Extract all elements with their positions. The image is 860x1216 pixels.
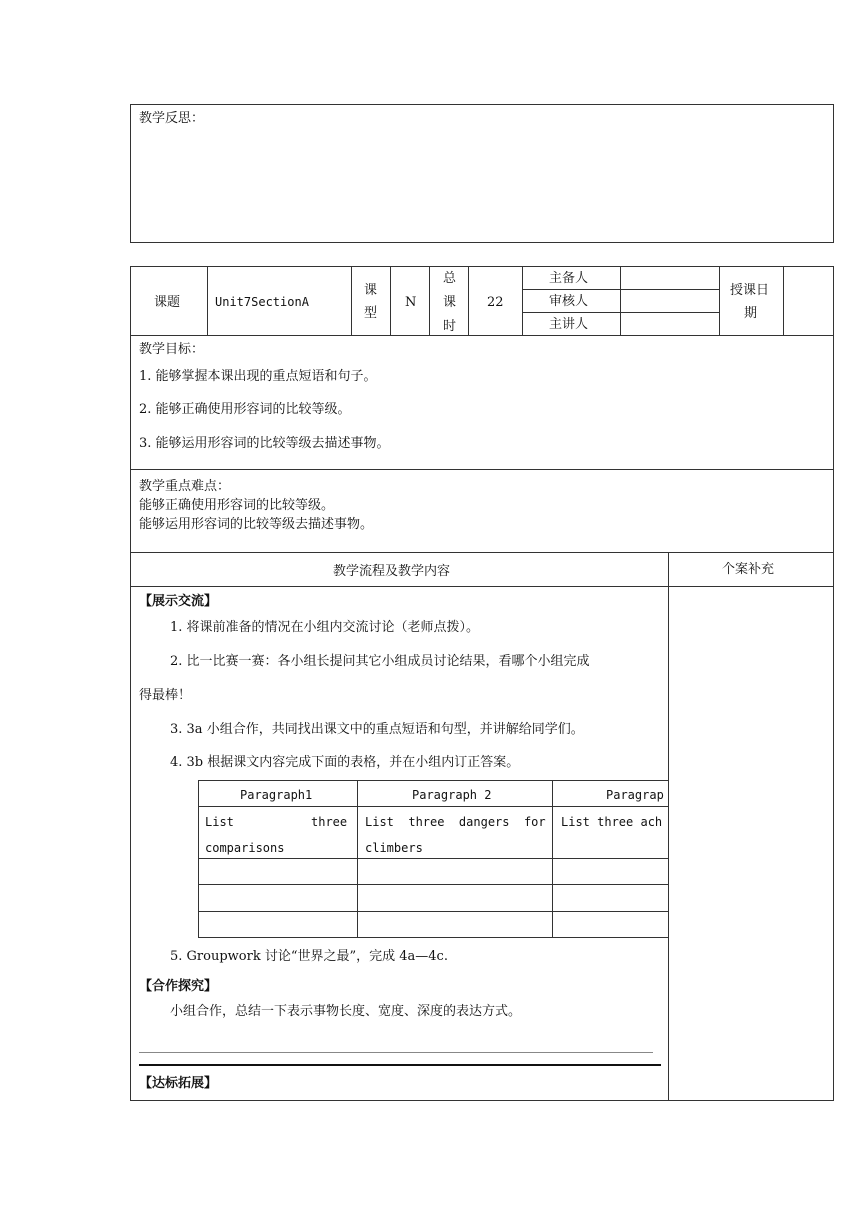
header-col-8 (719, 266, 720, 336)
inner-row1-bottom (198, 858, 668, 859)
header-col-1 (207, 266, 208, 336)
goals-label: 教学目标： (139, 342, 205, 357)
section-extension-title: 【达标拓展】 (139, 1076, 218, 1091)
inner-header-3: Paragrap (606, 788, 664, 802)
step-1: 1. 将课前准备的情况在小组内交流讨论（老师点拨）。 (170, 620, 480, 635)
role-reviewer: 审核人 (549, 294, 589, 309)
inner-cell-2b: climbers (365, 841, 423, 855)
section-showcase-title: 【展示交流】 (139, 594, 218, 609)
keypoint-line-1: 能够正确使用形容词的比较等级。 (139, 498, 335, 513)
topic-value: Unit7SectionA (215, 295, 309, 309)
thick-separator (139, 1064, 661, 1066)
header-col-2 (351, 266, 352, 336)
header-col-4 (429, 266, 430, 336)
inner-table-clip (198, 780, 668, 939)
header-col-7 (620, 266, 621, 336)
keypoints-row-bottom (130, 552, 834, 553)
topic-label: 课题 (154, 295, 181, 310)
roles-line-1 (522, 289, 719, 290)
goal-item-2: 2. 能够正确使用形容词的比较等级。 (139, 402, 351, 417)
inner-row2-bottom (198, 884, 668, 885)
goal-item-3: 3. 能够运用形容词的比较等级去描述事物。 (139, 436, 390, 451)
step-5: 5. Groupwork 讨论“世界之最”，完成 4a—4c. (170, 949, 448, 964)
inner-cell-1a: List (205, 815, 234, 829)
inner-row3-bottom (198, 911, 668, 912)
total-label-2: 课 (443, 295, 457, 310)
inner-cell-3a: List three ach (561, 815, 663, 829)
inner-header-1: Paragraph1 (240, 788, 313, 802)
section-cooperation-text: 小组合作，总结一下表示事物长度、宽度、深度的表达方式。 (170, 1004, 522, 1019)
goals-row-bottom (130, 469, 834, 470)
lesson-table (130, 266, 834, 1101)
header-col-5 (468, 266, 469, 336)
roles-line-2 (522, 312, 719, 313)
step-2-cont: 得最棒！ (139, 688, 192, 703)
thin-separator (139, 1052, 653, 1053)
role-lecturer: 主讲人 (549, 317, 589, 332)
inner-cell-1b: three (311, 815, 348, 829)
reflection-box (130, 104, 834, 243)
header-col-6 (522, 266, 523, 336)
total-value: 22 (487, 295, 504, 310)
process-side-divider (668, 552, 669, 1101)
total-label-3: 时 (443, 319, 457, 334)
section-cooperation-title: 【合作探究】 (139, 979, 218, 994)
goal-item-1: 1. 能够掌握本课出现的重点短语和句子。 (139, 369, 377, 384)
side-heading: 个案补充 (722, 562, 775, 577)
inner-col-1 (357, 780, 358, 938)
inner-header-2: Paragraph 2 (412, 788, 492, 802)
step-2: 2. 比一比赛一赛：各小组长提问其它小组成员讨论结果，看哪个小组完成 (170, 654, 590, 669)
date-label-1: 授课日 (730, 283, 770, 298)
header-col-3 (390, 266, 391, 336)
type-label-2: 型 (364, 306, 378, 321)
type-label-1: 课 (364, 283, 378, 298)
total-label-1: 总 (443, 271, 457, 286)
header-row-bottom (130, 335, 834, 336)
step-4: 4. 3b 根据课文内容完成下面的表格，并在小组内订正答案。 (170, 755, 520, 770)
inner-header-bottom (198, 806, 668, 807)
date-label-2: 期 (744, 306, 758, 321)
type-value: N (405, 295, 417, 310)
keypoint-line-2: 能够运用形容词的比较等级去描述事物。 (139, 517, 374, 532)
header-col-9 (783, 266, 784, 336)
reflection-label: 教学反思： (139, 111, 205, 126)
inner-col-2 (552, 780, 553, 938)
inner-cell-2a: List three dangers for (365, 815, 546, 829)
keypoints-label: 教学重点难点： (139, 479, 231, 494)
process-heading-bottom (130, 586, 834, 587)
inner-cell-1c: comparisons (205, 841, 285, 855)
process-heading: 教学流程及教学内容 (333, 564, 451, 579)
inner-table (198, 780, 668, 938)
role-main-preparer: 主备人 (549, 271, 589, 286)
step-3: 3. 3a 小组合作，共同找出课文中的重点短语和句型，并讲解给同学们。 (170, 722, 584, 737)
